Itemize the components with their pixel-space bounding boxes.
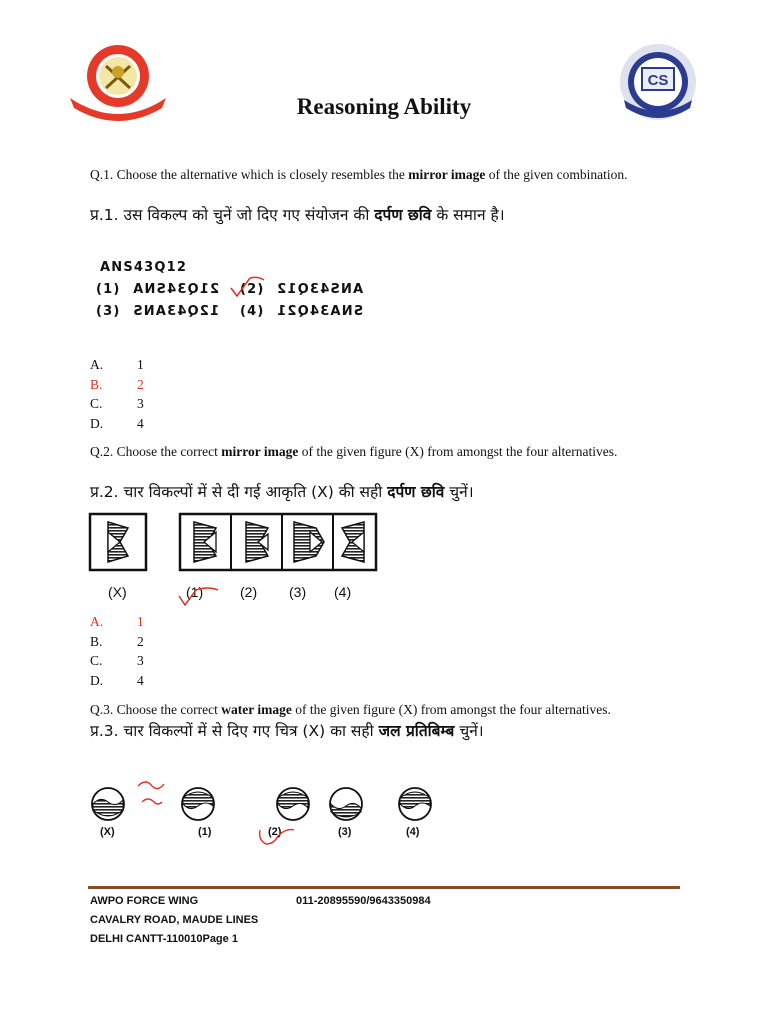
q3-label-1: (1)	[198, 826, 212, 838]
q2-label-3: (3)	[289, 584, 307, 600]
q3-question-hi: प्र.3. चार विकल्पों में से दिए गए चित्र (X) का सही जल प्रतिबिम्ब चुनें।	[90, 722, 484, 740]
footer-rule	[88, 886, 680, 889]
q1-option-c[interactable]: C. 3	[90, 396, 144, 411]
svg-text:CS: CS	[647, 72, 669, 89]
q3-label-3: (3)	[338, 826, 352, 838]
q2-option-c[interactable]: C. 3	[90, 653, 144, 668]
footer-line-1: AWPO FORCE WING	[90, 895, 199, 907]
q3-tick-mark-icon	[256, 822, 296, 848]
q2-question-en: Q.2. Choose the correct mirror image of the given figure (X) from amongst the four alternatives.	[90, 444, 618, 459]
q1-option-d[interactable]: D. 4	[90, 415, 144, 431]
q1-question-hi: प्र.1. उस विकल्प को चुनें जो दिए गए संयोजन की दर्पण छवि के समान है।	[90, 206, 505, 224]
q1-figure-option-1: (1) 21Q34SNA	[96, 282, 220, 297]
footer-line-2: CAVALRY ROAD, MAUDE LINES	[90, 914, 259, 926]
footer-phone: 011-20895590/9643350984	[296, 895, 431, 907]
q1-options	[90, 355, 144, 433]
q1-option-a[interactable]: A. 1	[90, 357, 144, 372]
q2-label-4: (4)	[334, 584, 352, 600]
q3-question-en: Q.3. Choose the correct water image of the given figure (X) from amongst the four alternatives.	[90, 702, 611, 717]
q1-figure-option-2: (2) ANS43Q12	[240, 282, 364, 297]
q2-option-a-selected[interactable]: A. 1	[90, 614, 144, 629]
q2-option-b[interactable]: B. 2	[90, 633, 144, 649]
q2-options	[90, 612, 144, 690]
q1-question-en: Q.1. Choose the alternative which is closely resembles the mirror image of the given combination.	[90, 167, 628, 182]
q3-label-x: (X)	[100, 826, 115, 838]
q1-opt2-mirrored: ANS43Q12	[276, 282, 364, 297]
q1-figure-option-4: (4) SNA34Q21	[240, 304, 364, 319]
q1-option-b-selected[interactable]: B. 2	[90, 376, 144, 392]
q2-option-d[interactable]: D. 4	[90, 672, 144, 688]
q1-tick-mark-icon	[228, 274, 268, 300]
q2-question-hi: प्र.2. चार विकल्पों में से दी गई आकृति (X) की सही दर्पण छवि चुनें।	[90, 483, 474, 501]
page-title: Reasoning Ability	[296, 94, 472, 119]
footer-address	[90, 892, 258, 949]
q2-tick-mark-icon	[176, 582, 220, 608]
q1-figure-option-3: (3) 12Q43ANS	[96, 304, 220, 319]
q3-label-2: (2)	[268, 826, 282, 838]
q1-given-combination: ANS43Q12	[100, 260, 188, 275]
q2-figures	[88, 512, 388, 574]
footer-line-3: DELHI CANTT-110010Page 1	[90, 933, 238, 945]
q1-opt1-mirrored: 21Q34SNA	[132, 282, 220, 297]
q1-opt4-mirrored: SNA34Q21	[276, 304, 364, 319]
q2-label-x: (X)	[108, 584, 127, 600]
q2-label-1: (1)	[186, 584, 204, 600]
q1-opt3-mirrored: 12Q43ANS	[132, 304, 220, 319]
q3-label-4: (4)	[406, 826, 420, 838]
q2-label-2: (2)	[240, 584, 258, 600]
